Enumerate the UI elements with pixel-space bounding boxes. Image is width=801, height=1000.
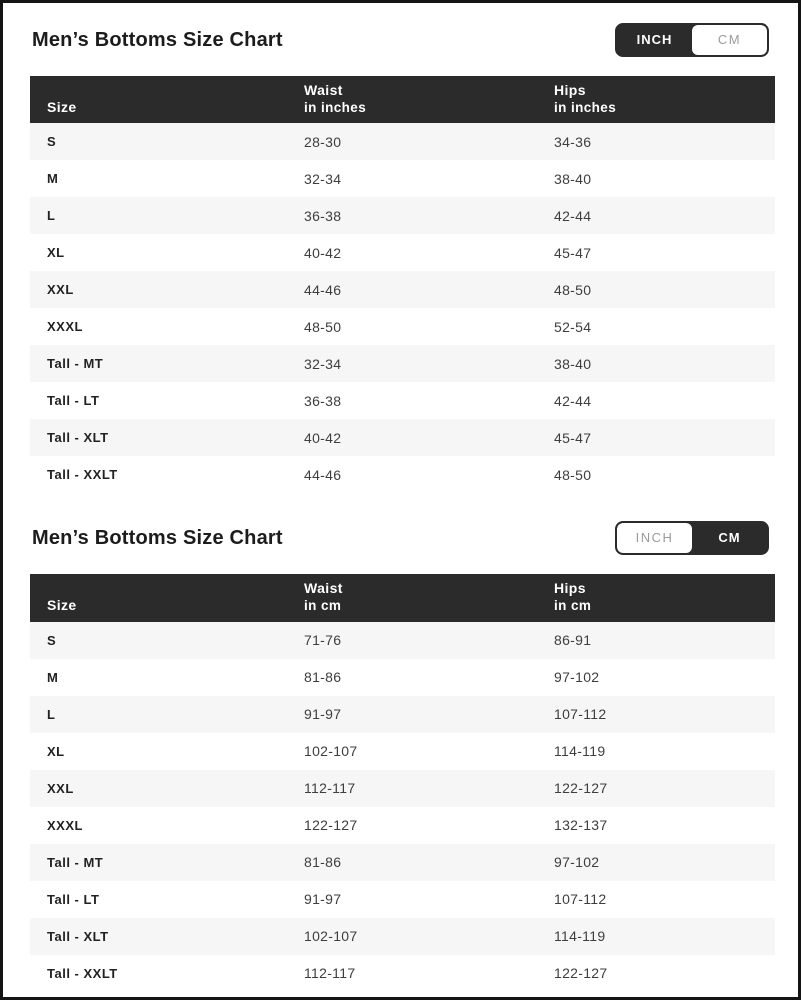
waist-cell: 102-107 — [304, 743, 358, 760]
waist-cell: 81-86 — [304, 669, 342, 686]
size-chart-section-inches — [30, 22, 771, 493]
table-row — [30, 234, 775, 271]
table-row — [30, 770, 775, 807]
size-cell: Tall - MT — [47, 854, 104, 870]
table-row — [30, 197, 775, 234]
waist-cell: 40-42 — [304, 429, 342, 446]
table-header — [30, 574, 775, 621]
size-cell: XXL — [47, 780, 74, 796]
hips-cell: 45-47 — [554, 244, 592, 261]
hips-cell: 42-44 — [554, 392, 592, 409]
column-header-hips: Hips in cm — [537, 574, 775, 621]
table-row — [30, 308, 775, 345]
waist-cell: 112-117 — [304, 965, 356, 982]
hips-cell: 34-36 — [554, 133, 592, 150]
unit-toggle — [615, 23, 769, 57]
table-row — [30, 123, 775, 160]
table-row — [30, 456, 775, 493]
table-header — [30, 76, 775, 123]
cm-toggle-button[interactable]: CM — [692, 25, 767, 55]
table-row — [30, 419, 775, 456]
hips-cell: 97-102 — [554, 854, 600, 871]
waist-cell: 44-46 — [304, 281, 342, 298]
hips-cell: 107-112 — [554, 706, 607, 723]
hips-cell: 86-91 — [554, 632, 592, 649]
hips-cell: 48-50 — [554, 281, 592, 298]
table-row — [30, 881, 775, 918]
hips-cell: 38-40 — [554, 170, 592, 187]
size-chart-page — [3, 3, 798, 992]
size-cell: L — [47, 208, 56, 224]
size-cell: Tall - XLT — [47, 928, 109, 944]
size-cell: Tall - XXLT — [47, 965, 118, 981]
table-row — [30, 271, 775, 308]
size-cell: Tall - XXLT — [47, 467, 118, 483]
waist-cell: 48-50 — [304, 318, 342, 335]
table-row — [30, 345, 775, 382]
size-cell: Tall - LT — [47, 393, 100, 409]
hips-cell: 107-112 — [554, 891, 607, 908]
size-cell: Tall - LT — [47, 891, 100, 907]
column-header-hips: Hips in inches — [537, 76, 775, 123]
size-cell: XL — [47, 245, 65, 261]
waist-cell: 32-34 — [304, 170, 342, 187]
waist-cell: 36-38 — [304, 207, 342, 224]
hips-cell: 114-119 — [554, 743, 606, 760]
hips-cell: 122-127 — [554, 780, 608, 797]
waist-cell: 36-38 — [304, 392, 342, 409]
hips-cell: 122-127 — [554, 965, 608, 982]
waist-cell: 32-34 — [304, 355, 342, 372]
inch-toggle-button[interactable]: INCH — [617, 25, 692, 55]
size-cell: M — [47, 669, 59, 685]
inch-toggle-button[interactable]: INCH — [617, 523, 692, 553]
table-row — [30, 955, 775, 992]
size-cell: Tall - XLT — [47, 430, 109, 446]
hips-cell: 38-40 — [554, 355, 592, 372]
size-chart-section-cm — [30, 520, 771, 991]
column-header-size: Size — [30, 574, 287, 621]
table-row — [30, 622, 775, 659]
column-header-waist: Waist in cm — [287, 574, 537, 621]
size-cell: M — [47, 171, 59, 187]
hips-cell: 114-119 — [554, 928, 606, 945]
size-cell: S — [47, 134, 57, 150]
size-cell: S — [47, 632, 57, 648]
hips-cell: 45-47 — [554, 429, 592, 446]
waist-cell: 91-97 — [304, 891, 342, 908]
waist-cell: 112-117 — [304, 780, 356, 797]
size-table-cm — [30, 574, 775, 991]
waist-cell: 122-127 — [304, 817, 358, 834]
page-title: Men’s Bottoms Size Chart — [32, 526, 283, 549]
hips-cell: 52-54 — [554, 318, 592, 335]
size-cell: XL — [47, 743, 65, 759]
table-row — [30, 659, 775, 696]
table-row — [30, 382, 775, 419]
waist-cell: 40-42 — [304, 244, 342, 261]
section-head — [32, 520, 769, 556]
size-cell: XXL — [47, 282, 74, 298]
size-cell: XXXL — [47, 319, 83, 335]
waist-cell: 71-76 — [304, 632, 342, 649]
hips-cell: 97-102 — [554, 669, 600, 686]
column-header-waist: Waist in inches — [287, 76, 537, 123]
size-cell: Tall - MT — [47, 356, 104, 372]
section-head — [32, 22, 769, 58]
waist-cell: 102-107 — [304, 928, 358, 945]
waist-cell: 28-30 — [304, 133, 342, 150]
size-table-inches — [30, 76, 775, 493]
size-cell: XXXL — [47, 817, 83, 833]
table-row — [30, 696, 775, 733]
unit-toggle — [615, 521, 769, 555]
table-row — [30, 160, 775, 197]
cm-toggle-button[interactable]: CM — [692, 523, 767, 553]
waist-cell: 44-46 — [304, 466, 342, 483]
hips-cell: 42-44 — [554, 207, 592, 224]
table-row — [30, 844, 775, 881]
hips-cell: 132-137 — [554, 817, 608, 834]
table-row — [30, 807, 775, 844]
table-row — [30, 918, 775, 955]
page-title: Men’s Bottoms Size Chart — [32, 28, 283, 51]
table-row — [30, 733, 775, 770]
column-header-size: Size — [30, 76, 287, 123]
waist-cell: 91-97 — [304, 706, 342, 723]
size-cell: L — [47, 706, 56, 722]
waist-cell: 81-86 — [304, 854, 342, 871]
hips-cell: 48-50 — [554, 466, 592, 483]
